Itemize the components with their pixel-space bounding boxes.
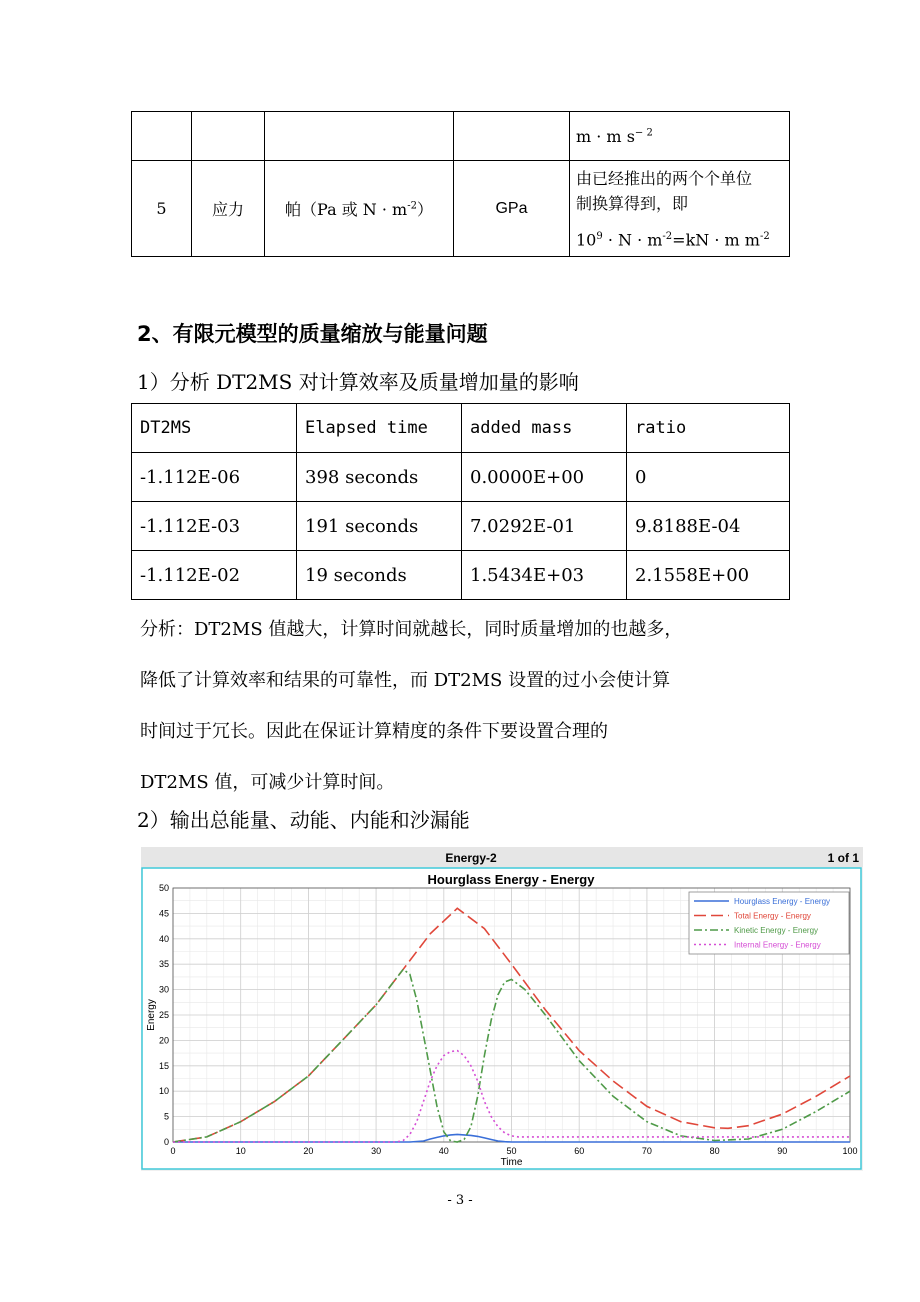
conversion-note — [570, 161, 790, 257]
si-unit-sup: -2 — [407, 200, 417, 212]
cell-empty — [192, 112, 265, 161]
energy-chart — [141, 847, 863, 1171]
si-unit-text: 帕（Pa 或 N · m — [285, 200, 408, 219]
cell-elapsed: 191 seconds — [297, 502, 462, 551]
legend-label-2: Kinetic Energy - Energy — [734, 926, 819, 935]
x-tick-label: 100 — [842, 1146, 858, 1156]
x-tick-label: 30 — [371, 1146, 382, 1156]
analysis-line-4: DT2MS 值，可减少计算时间。 — [140, 772, 395, 793]
formula-c: =kN · m m — [672, 230, 760, 250]
note-formula — [576, 224, 783, 252]
x-tick-label: 10 — [235, 1146, 246, 1156]
formula-a-sup: 9 — [596, 231, 603, 243]
legend-label-0: Hourglass Energy - Energy — [734, 897, 831, 906]
x-tick-label: 50 — [506, 1146, 517, 1156]
x-tick-label: 90 — [777, 1146, 788, 1156]
unit-sup: − 2 — [634, 127, 653, 139]
y-tick-label: 15 — [158, 1060, 169, 1071]
header-dt2ms: DT2MS — [132, 404, 297, 453]
x-tick-label: 0 — [170, 1146, 176, 1156]
cell-added-mass: 7.0292E-01 — [462, 502, 627, 551]
cell-dt2ms: -1.112E-02 — [132, 551, 297, 600]
cell-unit-top — [570, 112, 790, 161]
note-line-2: 制换算得到，即 — [576, 194, 689, 214]
y-tick-label: 25 — [158, 1010, 169, 1020]
units-table-row-top — [132, 112, 790, 161]
formula-b-sup: -2 — [662, 231, 673, 243]
formula-b: · N · m — [602, 230, 663, 250]
analysis-line-1: 分析：DT2MS 值越大，计算时间就越长，同时质量增加的也越多， — [140, 619, 683, 640]
x-tick-label: 60 — [574, 1146, 585, 1156]
subsection-title-1: 1）分析 DT2MS 对计算效率及质量增加量的影响 — [137, 370, 579, 394]
cell-added-mass: 1.5434E+03 — [462, 551, 627, 600]
x-tick-label: 20 — [303, 1146, 314, 1156]
si-unit — [265, 161, 454, 257]
chart-window-titlebar — [141, 847, 863, 867]
x-axis-label: Time — [500, 1157, 523, 1168]
cell-added-mass: 0.0000E+00 — [462, 453, 627, 502]
chart-window-page: 1 of 1 — [827, 851, 859, 865]
cell-empty — [265, 112, 454, 161]
header-elapsed: Elapsed time — [297, 404, 462, 453]
x-tick-label: 70 — [641, 1146, 652, 1156]
energy-chart-svg — [141, 847, 863, 1171]
chart-title: Hourglass Energy - Energy — [427, 872, 595, 887]
y-tick-label: 50 — [158, 883, 169, 893]
y-tick-label: 20 — [158, 1035, 169, 1046]
x-tick-label: 40 — [438, 1146, 449, 1156]
row-number: 5 — [132, 161, 192, 257]
y-tick-label: 45 — [158, 908, 169, 919]
cell-dt2ms: -1.112E-06 — [132, 453, 297, 502]
quantity-name: 应力 — [192, 161, 265, 257]
si-unit-suffix: ） — [416, 200, 433, 219]
x-tick-label: 80 — [709, 1146, 720, 1156]
cell-elapsed: 398 seconds — [297, 453, 462, 502]
table-row — [132, 502, 790, 551]
table-row — [132, 453, 790, 502]
y-tick-label: 5 — [163, 1111, 169, 1122]
fea-unit: GPa — [454, 161, 570, 257]
table-row — [132, 551, 790, 600]
legend-label-3: Internal Energy - Energy — [734, 940, 821, 950]
header-ratio: ratio — [627, 404, 790, 453]
formula-c-sup: -2 — [759, 231, 770, 243]
unit-text: m · m s — [576, 126, 635, 146]
y-tick-label: 35 — [158, 959, 169, 970]
note-line-1: 由已经推出的两个个单位 — [576, 169, 753, 189]
dt2ms-header-row — [132, 404, 790, 453]
header-added-mass: added mass — [462, 404, 627, 453]
cell-ratio: 9.8188E-04 — [627, 502, 790, 551]
formula-a: 10 — [576, 230, 597, 250]
legend-label-1: Total Energy - Energy — [734, 911, 811, 921]
y-tick-label: 40 — [158, 933, 169, 944]
page-number: - 3 - — [447, 1193, 473, 1208]
units-table-row-5 — [132, 161, 790, 257]
cell-empty — [454, 112, 570, 161]
cell-elapsed: 19 seconds — [297, 551, 462, 600]
analysis-line-3: 时间过于冗长。因此在保证计算精度的条件下要设置合理的 — [140, 721, 608, 742]
cell-ratio: 2.1558E+00 — [627, 551, 790, 600]
cell-dt2ms: -1.112E-03 — [132, 502, 297, 551]
y-axis-label: Energy — [146, 999, 157, 1031]
cell-empty — [132, 112, 192, 161]
y-tick-label: 30 — [158, 984, 169, 995]
analysis-line-2: 降低了计算效率和结果的可靠性，而 DT2MS 设置的过小会使计算 — [140, 670, 671, 691]
section-title: 2、有限元模型的质量缩放与能量问题 — [137, 322, 488, 346]
y-tick-label: 10 — [158, 1086, 169, 1097]
dt2ms-table — [131, 403, 790, 600]
y-tick-label: 0 — [163, 1137, 169, 1147]
chart-window-title: Energy-2 — [445, 851, 497, 865]
units-table — [131, 111, 790, 257]
analysis-paragraph — [140, 604, 800, 808]
subsection-title-2: 2）输出总能量、动能、内能和沙漏能 — [137, 808, 470, 832]
cell-ratio: 0 — [627, 453, 790, 502]
